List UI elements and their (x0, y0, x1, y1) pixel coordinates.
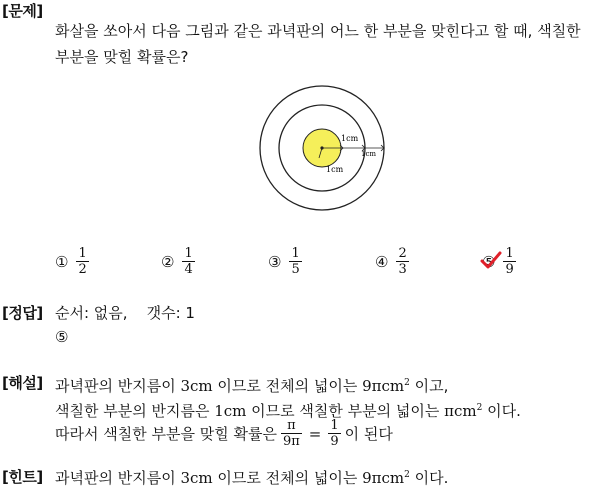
choice-5[interactable] (482, 246, 516, 277)
choice-4[interactable] (375, 246, 409, 277)
explanation-line3: 따라서 색칠한 부분을 맞힐 확률은 $\frac{\pi}{9\pi}$ = $\frac{1}{9}$ 이 된다 (55, 418, 393, 449)
choice-fraction: $\frac{2}{3}$ (398, 246, 407, 277)
choice-2[interactable] (161, 246, 195, 277)
answer-meta: 순서: 없음, 갯수: 1 (55, 304, 195, 322)
label-1cm-down: 1cm (326, 165, 344, 174)
choice-1[interactable] (55, 246, 89, 277)
choice-fraction: $\frac{1}{9}$ (505, 246, 514, 277)
explanation-label: [해설] (2, 374, 43, 392)
problem-text-line1: 화살을 쏘아서 다음 그림과 같은 과녁판의 어느 한 부분을 맞힌다고 할 때, 색칠한 (55, 22, 581, 40)
hint-label: [힌트] (2, 468, 43, 486)
explanation-line1: 과녁판의 반지름이 3cm 이므로 전체의 넓이는 9πcm$^2$ 이고, (55, 377, 449, 395)
fraction-pi-over-9pi: $\frac{\pi}{9\pi}$ (282, 418, 300, 449)
choice-mark: ② (161, 252, 175, 271)
choice-mark: ⑤ (482, 253, 495, 271)
correct-check-icon (480, 251, 502, 271)
choice-fraction: $\frac{1}{2}$ (78, 246, 87, 277)
hint-text: 과녁판의 반지름이 3cm 이므로 전체의 넓이는 9πcm$^2$ 이다. (55, 469, 449, 487)
choice-mark: ③ (268, 252, 282, 271)
answer-value: ⑤ (55, 328, 69, 346)
choice-mark: ④ (375, 252, 389, 271)
label-1cm-right: 1cm (341, 134, 359, 143)
choice-3[interactable] (268, 246, 302, 277)
choice-mark: ① (55, 252, 69, 271)
answer-label: [정답] (2, 304, 43, 322)
target-figure (256, 82, 388, 214)
fraction-1-over-9: $\frac{1}{9}$ (330, 418, 339, 449)
problem-label: [문제] (2, 2, 43, 20)
explanation-line2: 색칠한 부분의 반지름은 1cm 이므로 색칠한 부분의 넓이는 πcm$^2$ 이다. (55, 402, 521, 420)
choice-fraction: $\frac{1}{5}$ (291, 246, 300, 277)
label-1cm-far: 1cm (361, 150, 377, 158)
choice-fraction: $\frac{1}{4}$ (184, 246, 193, 277)
problem-text-line2: 부분을 맞힐 확률은? (55, 48, 189, 66)
